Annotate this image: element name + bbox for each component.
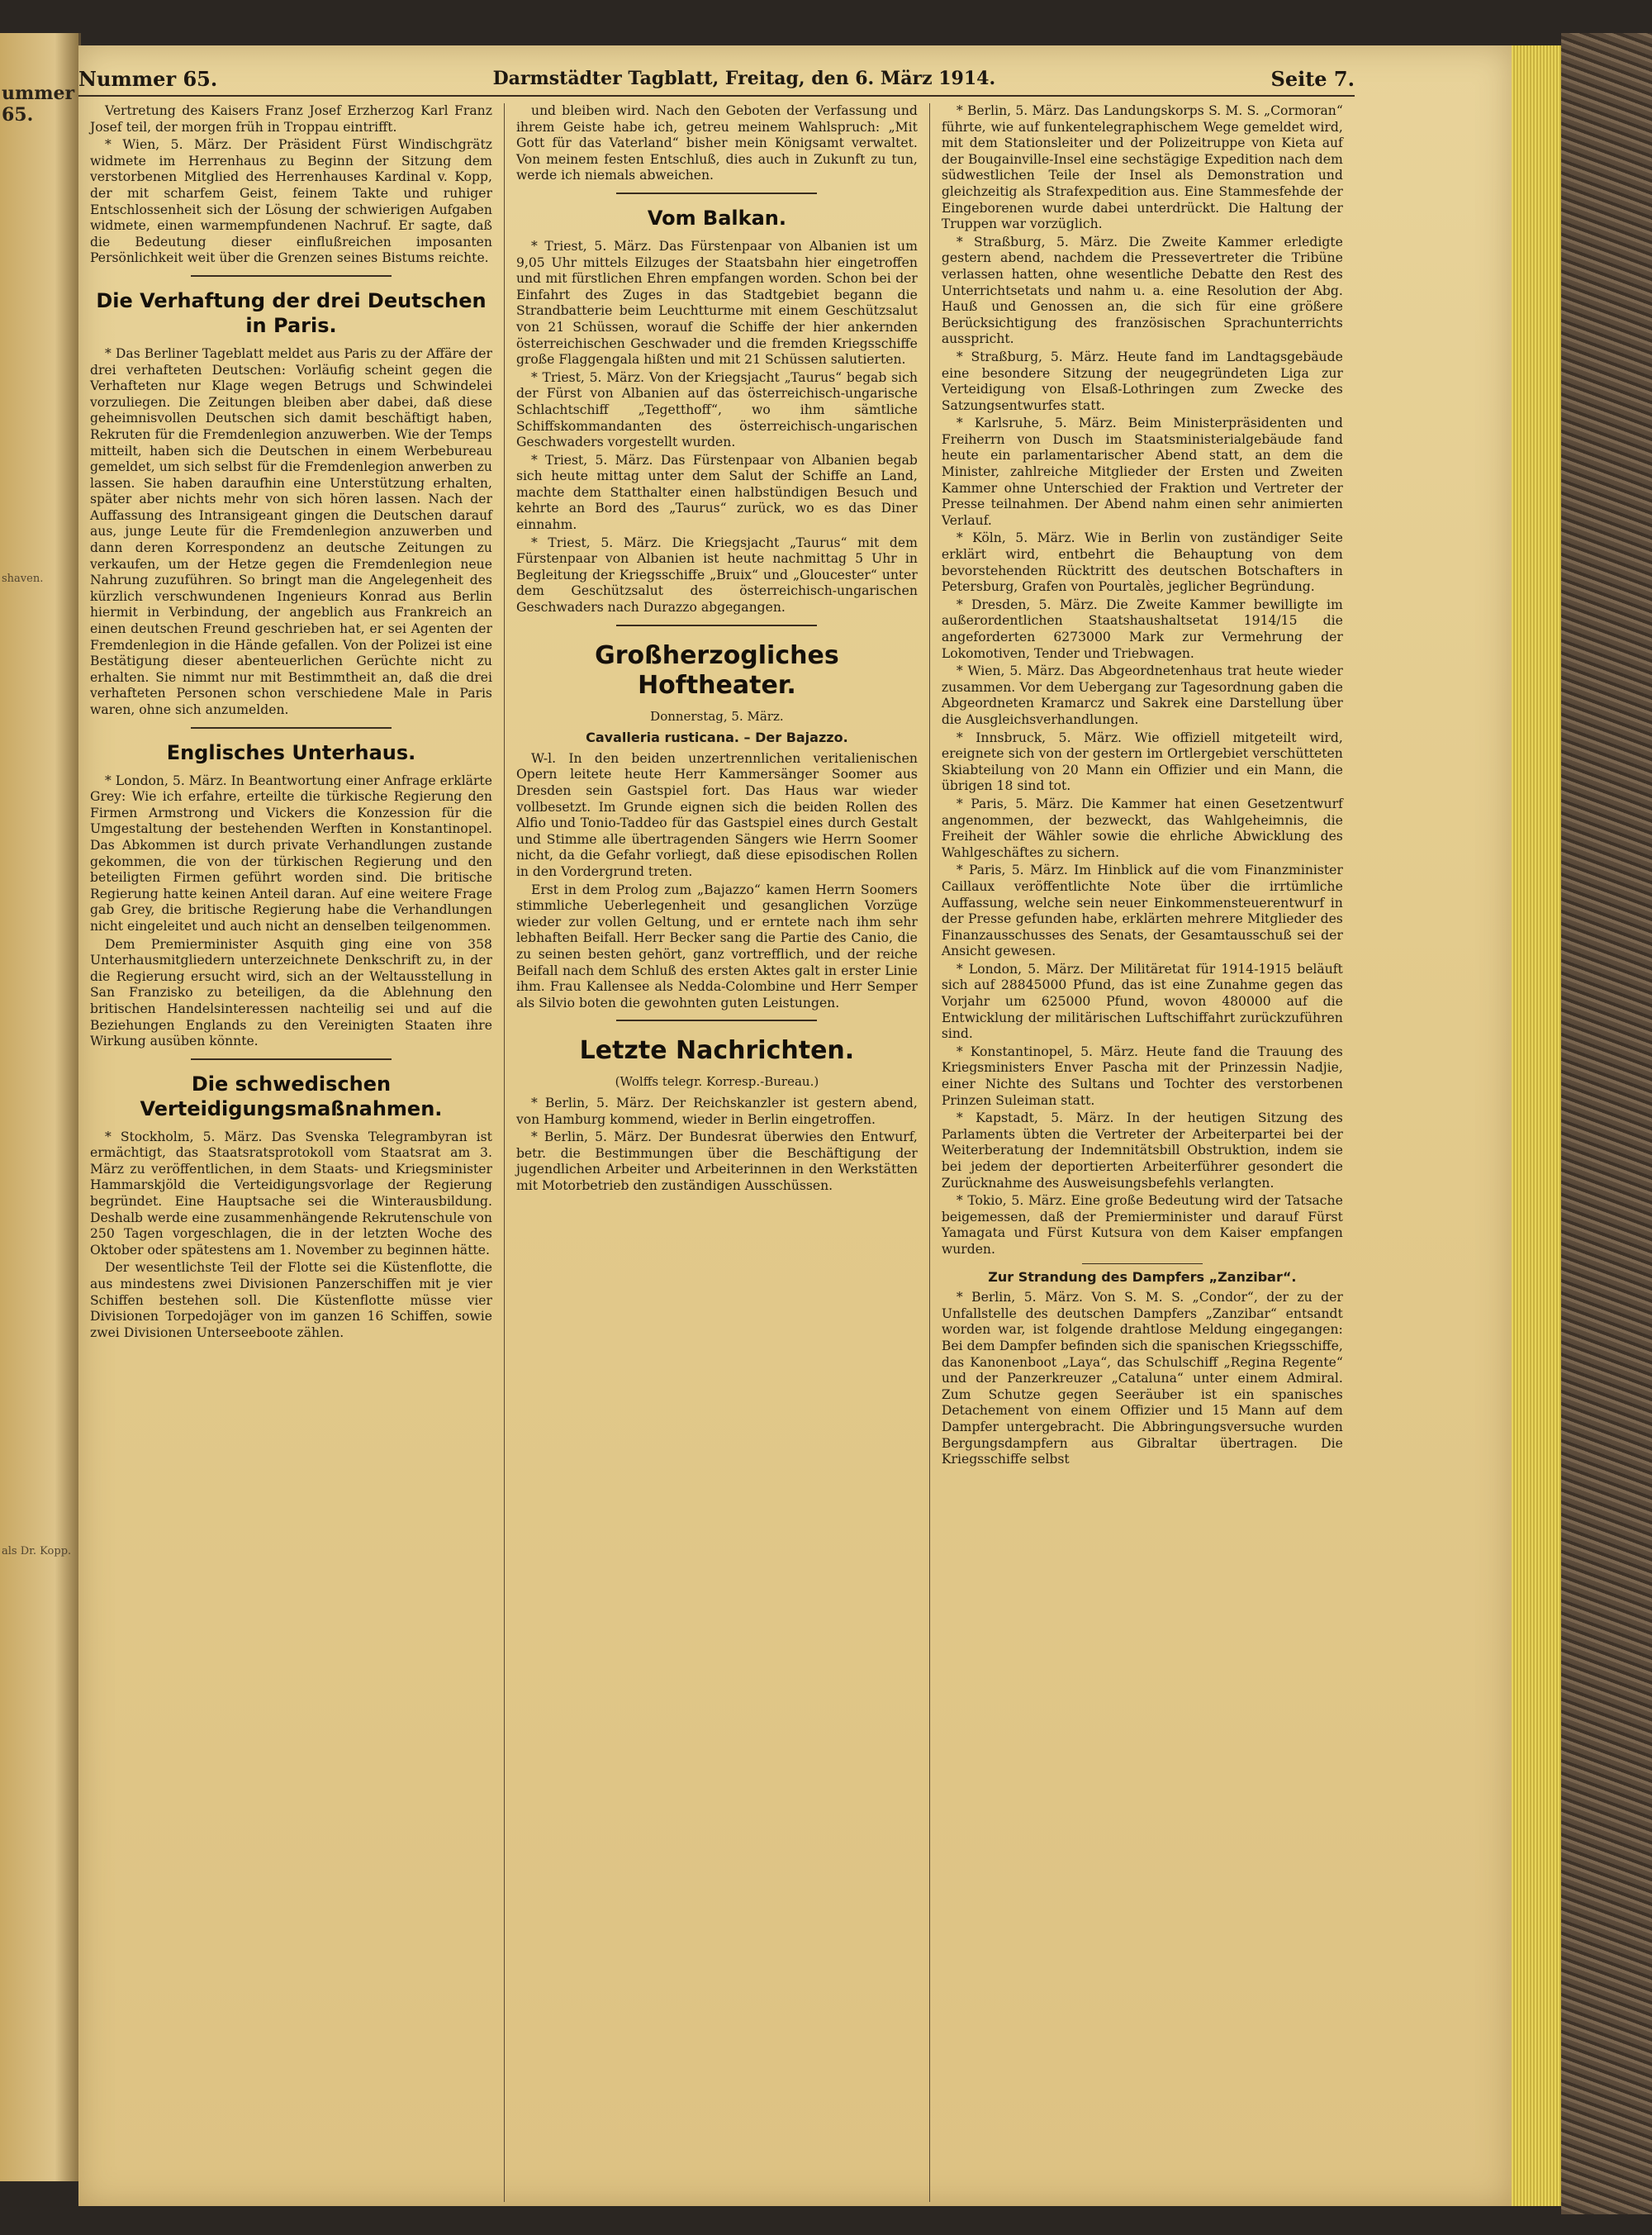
article-text: Vertretung des Kaisers Franz Josef Erzherzog Karl Franz Josef teil, der morgen früh in Troppau eintrifft. <box>90 103 492 135</box>
headline: Englisches Unterhaus. <box>166 740 416 764</box>
article-text: * Innsbruck, 5. März. Wie offiziell mitgeteilt wird, ereignete sich von der gestern im Ortlergebiet verschütteten Skiabteilung von 20 Mann ein Offizier und ein Mann, die übrigen 18 sind tot. <box>941 730 1343 794</box>
headline: Vom Balkan. <box>647 206 786 230</box>
left-page-edge <box>0 33 81 2181</box>
article-text: * Stockholm, 5. März. Das Svenska Telegrambyran ist ermächtigt, das Staatsratsprotokoll vom Staatsrat am 3. März zu veröffentlichen, in dem Staats- und Kriegsminister Hammarskjöld die Verteidigungsvorlage der Regierung begründet. Eine Hauptsache sei die Winterausbildung. Deshalb werde eine zusammenhängende Rekrutenschule von 250 Tagen vorgeschlagen, die in der letzten Woche des Oktober oder spätestens am 1. November zu beginnen hätte. <box>90 1129 492 1258</box>
divider <box>191 727 392 729</box>
left-page-fragment: als Dr. Kopp. <box>2 1545 72 1557</box>
headline: Die schwedischen Verteidigungsmaßnahmen. <box>140 1072 443 1120</box>
book-binding <box>1561 33 1652 2214</box>
article-text: * Berlin, 5. März. Der Bundesrat überwies den Entwurf, betr. die Bestimmungen über die Beschäftigung der jugendlichen Arbeiter und Arbeiterinnen in den Werkstätten mit Motorbetrieb den zuständigen Ausschüssen. <box>515 1129 918 1193</box>
page-number-label: Nummer 65. <box>78 66 218 91</box>
divider <box>616 193 817 194</box>
article-text: * Berlin, 5. März. Der Reichskanzler ist gestern abend, von Hamburg kommend, wieder in Berlin eingetroffen. <box>515 1095 918 1127</box>
article-text: * Berlin, 5. März. Das Landungskorps S. M. S. „Cormoran“ führte, wie auf funkentelegraphischem Wege gemeldet wird, mit dem Stationsleiter und der Polizeitruppe von Kieta auf der Bougainville-Insel eine sechstägige Expedition nach dem südwestlichen Teile der Insel als Demonstration und gleichzeitig als Strafexpedition aus. Eine Stammesfehde der Eingeborenen wurde dabei unterdrückt. Die Haltung der Truppen war vorzüglich. <box>941 103 1343 232</box>
article-text: * Wien, 5. März. Der Präsident Fürst Windischgrätz widmete im Herrenhaus zu Beginn der Sitzung dem verstorbenen Mitglied des Herrenhauses Kardinal v. Kopp, der mit scharfem Geist, feinem Takte und ruhiger Entschlossenheit sich der Lösung der schwierigen Aufgaben widmete, einen warmempfundenen Nachruf. Er sagte, daß die Bedeutung dieser einflußreichen imposanten Persönlichkeit weit über die Grenzen seines Bistums reichte. <box>90 137 492 266</box>
article-text: * Triest, 5. März. Das Fürstenpaar von Albanien ist um 9,05 Uhr mittels Eilzuges der Staatsbahn hier eingetroffen und mit fürstlichen Ehren empfangen worden. Schon bei der Einfahrt des Zuges in das Stadtgebiet begann die Strandbatterie beim Leuchtturme mit einem Geschützsalut von 21 Schüssen, worauf die Schiffe der hier ankernden österreichischen Geschwader und die fremden Kriegsschiffe große Flaggengala hißten und mit 21 Schüssen salutierten. <box>515 238 918 368</box>
article-text: und bleiben wird. Nach den Geboten der Verfassung und ihrem Geiste habe ich, getreu meinem Wahlspruch: „Mit Gott für das Vaterland“ bisher mein Königsamt verwaltet. Von meinem festen Entschluß, dies auch in Zukunft zu tun, werde ich niemals abweichen. <box>515 103 918 183</box>
article-text: * Köln, 5. März. Wie in Berlin von zuständiger Seite erklärt wird, entbehrt die Behauptung von dem bevorstehenden Rücktritt des deutschen Botschafters in Petersburg, Grafen von Pourtalès, jeglicher Begründung. <box>941 530 1343 595</box>
article-text: * London, 5. März. In Beantwortung einer Anfrage erklärte Grey: Wie ich erfahre, erteilte die türkische Regierung den Firmen Armstrong und Vickers die Konzession für die Umgestaltung der bestehenden Werften in Konstantinopel. Das Abkommen ist durch private Verhandlungen zustande gekommen, die von der türkischen Regierung und den beteiligten Firmen geführt worden sind. Die britische Regierung hatte keinen Anteil daran. Auf eine weitere Frage gab Grey, die britische Regierung habe die Verhandlungen nicht eingeleitet und auch nicht an denselben teilgenommen. <box>90 773 492 934</box>
article-text: W-l. In den beiden unzertrennlichen veritalienischen Opern leitete heute Herr Kammersänger Soomer aus Dresden sein Gastspiel fort. Das Haus war wieder vollbesetzt. Im Grunde eignen sich die beiden Rollen des Alfio und Tonio-Taddeo für das Gastspiel eines durch Gestalt und Stimme alle übertragenden Sängers wie Herrn Soomer nicht, da die Gefahr vorliegt, daß diese episodischen Rollen in den Vordergrund treten. <box>515 750 918 879</box>
column-3 <box>929 103 1355 2202</box>
article-text: * Berlin, 5. März. Von S. M. S. „Condor“, der zu der Unfallstelle des deutschen Dampfers „Zanzibar“ entsandt worden war, ist folgende drahtlose Meldung eingegangen: Bei dem Dampfer befinden sich die spanischen Kriegsschiffe, das Kanonenboot „Laya“, das Schulschiff „Regina Regente“ und der Panzerkreuzer „Cataluna“ unter einem Admiral. Zum Schutze gegen Seeräuber ist ein spanisches Detachement von einem Offizier und 15 Mann auf dem Dampfer untergebracht. Die Abbringungsversuche wurden Bergungsdampfern aus Gibraltar übertragen. Die Kriegsschiffe selbst <box>941 1290 1343 1467</box>
headline: Letzte Nachrichten. <box>579 1036 855 1066</box>
article-text: * Triest, 5. März. Von der Kriegsjacht „Taurus“ begab sich der Fürst von Albanien auf das österreichisch-ungarische Schlachtschiff „Tegetthoff“, wo ihm sämtliche Schiffskommandanten des österreichisch-ungarischen Geschwaders vorgestellt wurden. <box>515 369 918 450</box>
column-1 <box>78 103 504 2202</box>
article-text: * Wien, 5. März. Das Abgeordnetenhaus trat heute wieder zusammen. Vor dem Uebergang zur Tagesordnung gaben die Abgeordneten Kramarcz und Sakrek eine Darstellung über die Ausgleichsverhandlungen. <box>941 663 1343 727</box>
article-text: * Triest, 5. März. Die Kriegsjacht „Taurus“ mit dem Fürstenpaar von Albanien ist heute nachmittag 5 Uhr in Begleitung der Kriegsschiffe „Bruix“ und „Gloucester“ unter dem Geschützsalut des österreichisch-ungarischen Geschwaders nach Durazzo abgegangen. <box>515 535 918 616</box>
page-seite: Seite 7. <box>1270 66 1355 91</box>
theater-date: Donnerstag, 5. März. <box>650 708 784 724</box>
left-page-title: ummer 65. <box>2 83 75 126</box>
divider <box>1082 1263 1203 1264</box>
article-text: * Karlsruhe, 5. März. Beim Ministerpräsidenten und Freiherrn von Dusch im Staatsministerialgebäude fand heute ein parlamentarischer Abend statt, an dem die Minister, zahlreiche Mitglieder der Ersten und Zweiten Kammer ohne Unterschied der Fraktion und Vertreter der Presse teilnahmen. Der Abend nahm einen sehr animierten Verlauf. <box>941 416 1343 528</box>
article-text: * Kapstadt, 5. März. In der heutigen Sitzung des Parlaments übten die Vertreter der Arbeiterpartei bei der Weiterberatung der Indemnitätsbill Obstruktion, indem sie bei jedem der deportierten Arbeiterführer gesondert die Zurücknahme des Ausweisungsbefehls verlangten. <box>941 1110 1343 1191</box>
article-text: * Paris, 5. März. Die Kammer hat einen Gesetzentwurf angenommen, der bezweckt, das Wahlgeheimnis, die Freiheit der Wähler sowie die ehrliche Abwicklung des Wahlgeschäftes zu sichern. <box>941 796 1343 860</box>
masthead-date: Darmstädter Tagblatt, Freitag, den 6. März 1914. <box>492 68 996 89</box>
headline: Großherzogliches Hoftheater. <box>595 640 839 700</box>
news-agency: (Wolffs telegr. Korresp.-Bureau.) <box>615 1074 819 1090</box>
headline: Die Verhaftung der drei Deutschen in Paris. <box>96 288 487 337</box>
article-text: * Straßburg, 5. März. Die Zweite Kammer erledigte gestern abend, nachdem die Pressevertreter die Tribüne verlassen hatten, ohne wesentliche Debatte den Rest des Unterrichtsetats und nahm u. a. eine Resolution der Abg. Hauß und Genossen an, die sich für eine größere Berücksichtigung des französischen Sprachunterrichts ausspricht. <box>941 234 1343 347</box>
article-text: Der wesentlichste Teil der Flotte sei die Küstenflotte, die aus mindestens zwei Divisionen Panzerschiffen mit je vier Schiffen bestehen soll. Die Küstenflotte müsse vier Divisionen Torpedojäger von im ganzen 16 Schiffen, sowie zwei Divisionen Unterseeboote zählen. <box>90 1260 492 1340</box>
article-text: * London, 5. März. Der Militäretat für 1914-1915 beläuft sich auf 28845000 Pfund, das ist eine Zunahme gegen das Vorjahr um 625000 Pfund, wovon 480000 auf die Entwicklung der militärischen Luftschiffahrt zurückzuführen sind. <box>941 961 1343 1042</box>
article-text: * Das Berliner Tageblatt meldet aus Paris zu der Affäre der drei verhafteten Deutschen: Vorläufig scheint gegen die Verhafteten nur Klage wegen Betrugs und Schwindelei vorzuliegen. Die Zeitungen bleiben aber dabei, daß diese geheimnisvollen Deutschen sich damit beschäftigt haben, Rekruten für die Fremdenlegion anzuwerben. Wie der Temps mitteilt, haben sich die Deutschen in einem Werbebureau gemeldet, um sich selbst für die Fremdenlegion anwerben zu lassen. Sie haben daraufhin eine Unterstützung erhalten, später aber nichts mehr von sich hören lassen. Nach der Auffassung des Intransigeant gingen die Deutschen darauf aus, junge Leute für die Fremdenlegion anzuwerben und dann deren Korrespondenz an deutsche Zeitungen zu verkaufen, um der Hetze gegen die Fremdenlegion neue Nahrung zuzuführen. So bringt man die Angelegenheit des kürzlich verschwundenen Ingenieurs Konrad aus Berlin hiermit in Verbindung, der angeblich aus Frankreich an einen deutschen Freund geschrieben hat, er sei Agenten der Fremdenlegion in die Hände gefallen. Von der Polizei ist eine Bestätigung dieser abenteuerlichen Gerüchte nicht zu erhalten. Sie nimmt nur mit Bestimmtheit an, daß die drei verhafteten Personen schon verschiedene Male in Paris waren, ohne sich anzumelden. <box>90 345 492 717</box>
article-text: * Straßburg, 5. März. Heute fand im Landtagsgebäude eine besondere Sitzung der neugegründeten Liga zur Verteidigung von Elsaß-Lothringen zum Zwecke des Satzungsentwurfes statt. <box>941 349 1343 413</box>
divider <box>191 275 392 277</box>
divider <box>191 1058 392 1060</box>
article-text: * Konstantinopel, 5. März. Heute fand die Trauung des Kriegsministers Enver Pascha mit der Prinzessin Nadjie, einer Nichte des Sultans und Tochter des verstorbenen Prinzen Suleiman statt. <box>941 1044 1343 1108</box>
column-2 <box>504 103 929 2202</box>
article-text: * Dresden, 5. März. Die Zweite Kammer bewilligte im außerordentlichen Staatshaushaltsetat 1914/15 die angeforderten 6273000 Mark zur Vermehrung der Lokomotiven, Tender und Triebwagen. <box>941 597 1343 661</box>
article-text: * Triest, 5. März. Das Fürstenpaar von Albanien begab sich heute mittag unter dem Salut der Schiffe an Land, machte dem Statthalter einen halbstündigen Besuch und kehrte an Bord des „Taurus“ zurück, wo es das Diner einnahm. <box>515 452 918 533</box>
article-text: * Paris, 5. März. Im Hinblick auf die vom Finanzminister Caillaux veröffentlichte Note über die irrtümliche Auffassung, welche sein neuer Einkommensteuerentwurf in der Presse gefunden habe, erklärten mehrere Mitglieder des Finanzausschusses des Senats, der Gesamtausschuß sei der Ansicht gewesen. <box>941 863 1343 959</box>
theater-program: Cavalleria rusticana. – Der Bajazzo. <box>586 730 848 746</box>
article-columns <box>78 103 1355 2202</box>
divider <box>616 1020 817 1021</box>
page-edges <box>1512 45 1563 2206</box>
article-text: Erst in dem Prolog zum „Bajazzo“ kamen Herrn Soomers stimmliche Ueberlegenheit und gesanglichen Vorzüge wieder zur vollen Geltung, und er erntete nach ihm sehr lebhaften Beifall. Herr Becker sang die Partie des Canio, die zu seinen besten gehört, ganz vortrefflich, und der reiche Beifall nach dem Schluß des ersten Aktes galt in erster Linie ihm. Frau Kallensee als Nedda-Colombine und Herr Semper als Silvio boten die gewohnten guten Leistungen. <box>515 882 918 1011</box>
left-page-fragment: shaven. <box>2 573 44 585</box>
headline: Zur Strandung des Dampfers „Zanzibar“. <box>988 1268 1297 1285</box>
divider <box>616 625 817 626</box>
page-header <box>78 62 1355 97</box>
article-text: * Tokio, 5. März. Eine große Bedeutung wird der Tatsache beigemessen, daß der Premierminister und darauf Fürst Yamagata und Fürst Kutsura von dem Kaiser empfangen wurden. <box>941 1193 1343 1257</box>
article-text: Dem Premierminister Asquith ging eine von 358 Unterhausmitgliedern unterzeichnete Denkschrift zu, in der die Regierung ersucht wird, sich an der Weltausstellung in San Franzisko zu beteiligen, da die Ablehnung den britischen Handelsinteressen nachteilig sei und auf die Beziehungen Englands zu den Vereinigten Staaten ihre Wirkung ausüben könnte. <box>90 936 492 1049</box>
